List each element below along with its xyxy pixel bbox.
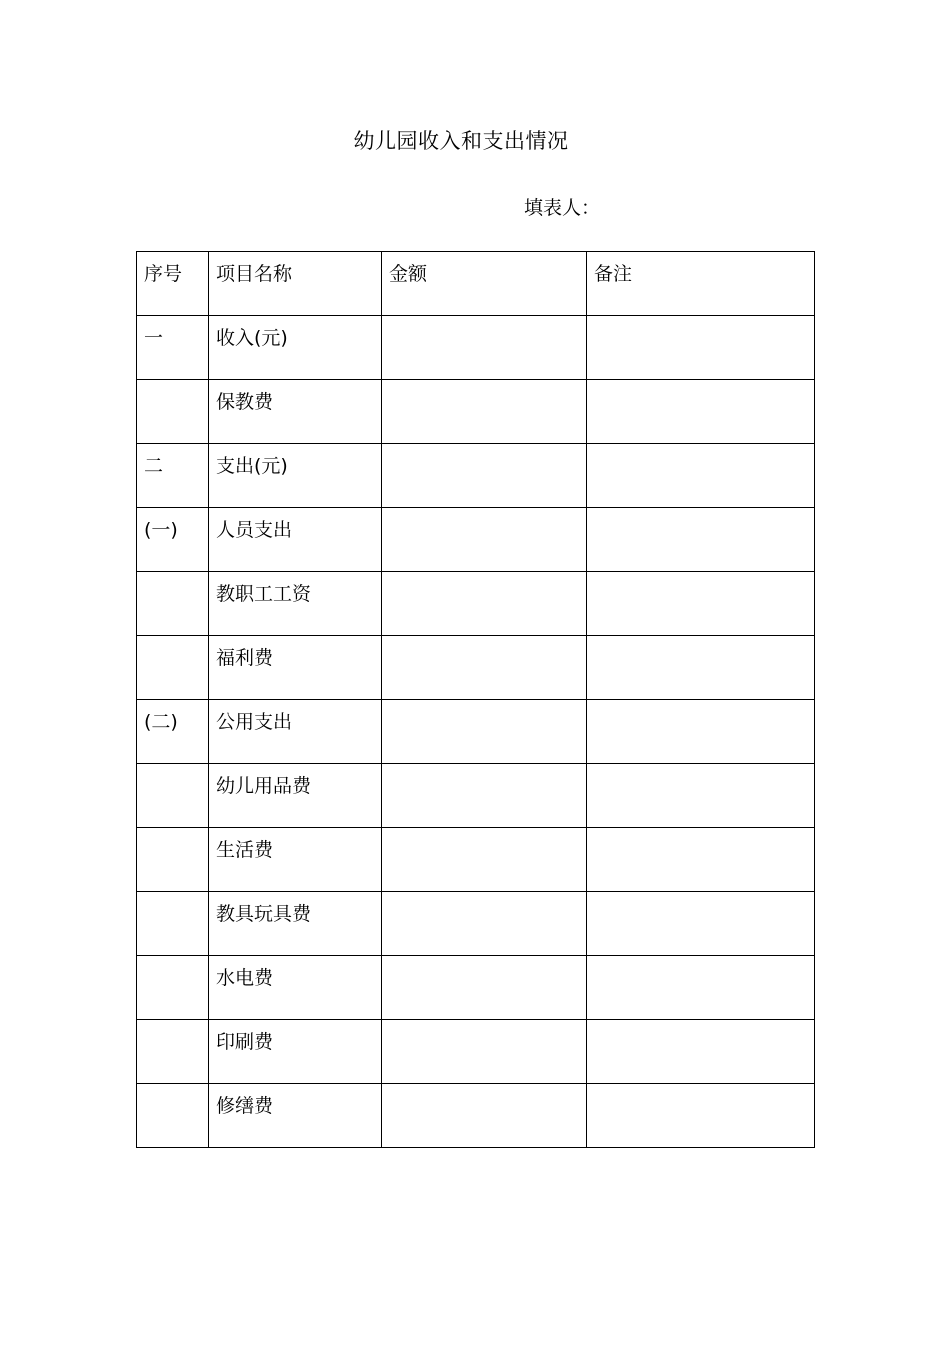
cell-item: 支出(元) (209, 444, 382, 508)
cell-amount[interactable] (382, 316, 587, 380)
cell-amount[interactable] (382, 956, 587, 1020)
cell-item: 修缮费 (209, 1084, 382, 1148)
cell-item: 教职工工资 (209, 572, 382, 636)
table-row (137, 892, 815, 956)
filler-label: 填表人： (524, 197, 601, 219)
cell-item: 公用支出 (209, 700, 382, 764)
cell-no: 二 (137, 444, 209, 508)
cell-amount[interactable] (382, 380, 587, 444)
cell-amount[interactable] (382, 444, 587, 508)
cell-no (137, 380, 209, 444)
cell-amount[interactable] (382, 508, 587, 572)
cell-no (137, 956, 209, 1020)
cell-no (137, 1020, 209, 1084)
cell-note[interactable] (587, 572, 815, 636)
cell-item: 印刷费 (209, 1020, 382, 1084)
header-cell-no (137, 252, 209, 316)
cell-amount[interactable] (382, 828, 587, 892)
cell-amount[interactable] (382, 636, 587, 700)
cell-amount[interactable] (382, 1020, 587, 1084)
table-row (137, 636, 815, 700)
header-label: 备注 (594, 263, 633, 285)
header-cell-note (587, 252, 815, 316)
cell-no: (二) (137, 700, 209, 764)
cell-no: 一 (137, 316, 209, 380)
cell-item: 教具玩具费 (209, 892, 382, 956)
cell-note[interactable] (587, 956, 815, 1020)
cell-note[interactable] (587, 508, 815, 572)
cell-item: 幼儿用品费 (209, 764, 382, 828)
cell-note[interactable] (587, 380, 815, 444)
table-row (137, 444, 815, 508)
document-title: 幼儿园收入和支出情况 (353, 129, 569, 153)
header-cell-item (209, 252, 382, 316)
cell-no: (一) (137, 508, 209, 572)
cell-note[interactable] (587, 1020, 815, 1084)
table-header-row (137, 252, 815, 316)
cell-note[interactable] (587, 764, 815, 828)
table-row (137, 508, 815, 572)
cell-no (137, 828, 209, 892)
cell-amount[interactable] (382, 700, 587, 764)
cell-amount[interactable] (382, 764, 587, 828)
header-label: 项目名称 (216, 263, 293, 285)
header-label: 序号 (144, 263, 183, 285)
table-row (137, 1084, 815, 1148)
cell-item: 人员支出 (209, 508, 382, 572)
cell-note[interactable] (587, 828, 815, 892)
cell-item: 水电费 (209, 956, 382, 1020)
table-row (137, 700, 815, 764)
cell-no (137, 764, 209, 828)
table-row (137, 956, 815, 1020)
cell-note[interactable] (587, 444, 815, 508)
table-row (137, 572, 815, 636)
cell-note[interactable] (587, 316, 815, 380)
header-cell-amount (382, 252, 587, 316)
income-expense-table (136, 251, 815, 1148)
cell-note[interactable] (587, 636, 815, 700)
cell-note[interactable] (587, 1084, 815, 1148)
cell-note[interactable] (587, 700, 815, 764)
table-row (137, 828, 815, 892)
cell-item: 福利费 (209, 636, 382, 700)
cell-amount[interactable] (382, 892, 587, 956)
table-row (137, 380, 815, 444)
table-row (137, 316, 815, 380)
cell-amount[interactable] (382, 572, 587, 636)
table-row (137, 1020, 815, 1084)
cell-no (137, 572, 209, 636)
cell-amount[interactable] (382, 1084, 587, 1148)
table-row (137, 764, 815, 828)
cell-no (137, 892, 209, 956)
cell-no (137, 1084, 209, 1148)
header-label: 金额 (389, 263, 428, 285)
cell-no (137, 636, 209, 700)
cell-item: 保教费 (209, 380, 382, 444)
cell-note[interactable] (587, 892, 815, 956)
cell-item: 生活费 (209, 828, 382, 892)
cell-item: 收入(元) (209, 316, 382, 380)
